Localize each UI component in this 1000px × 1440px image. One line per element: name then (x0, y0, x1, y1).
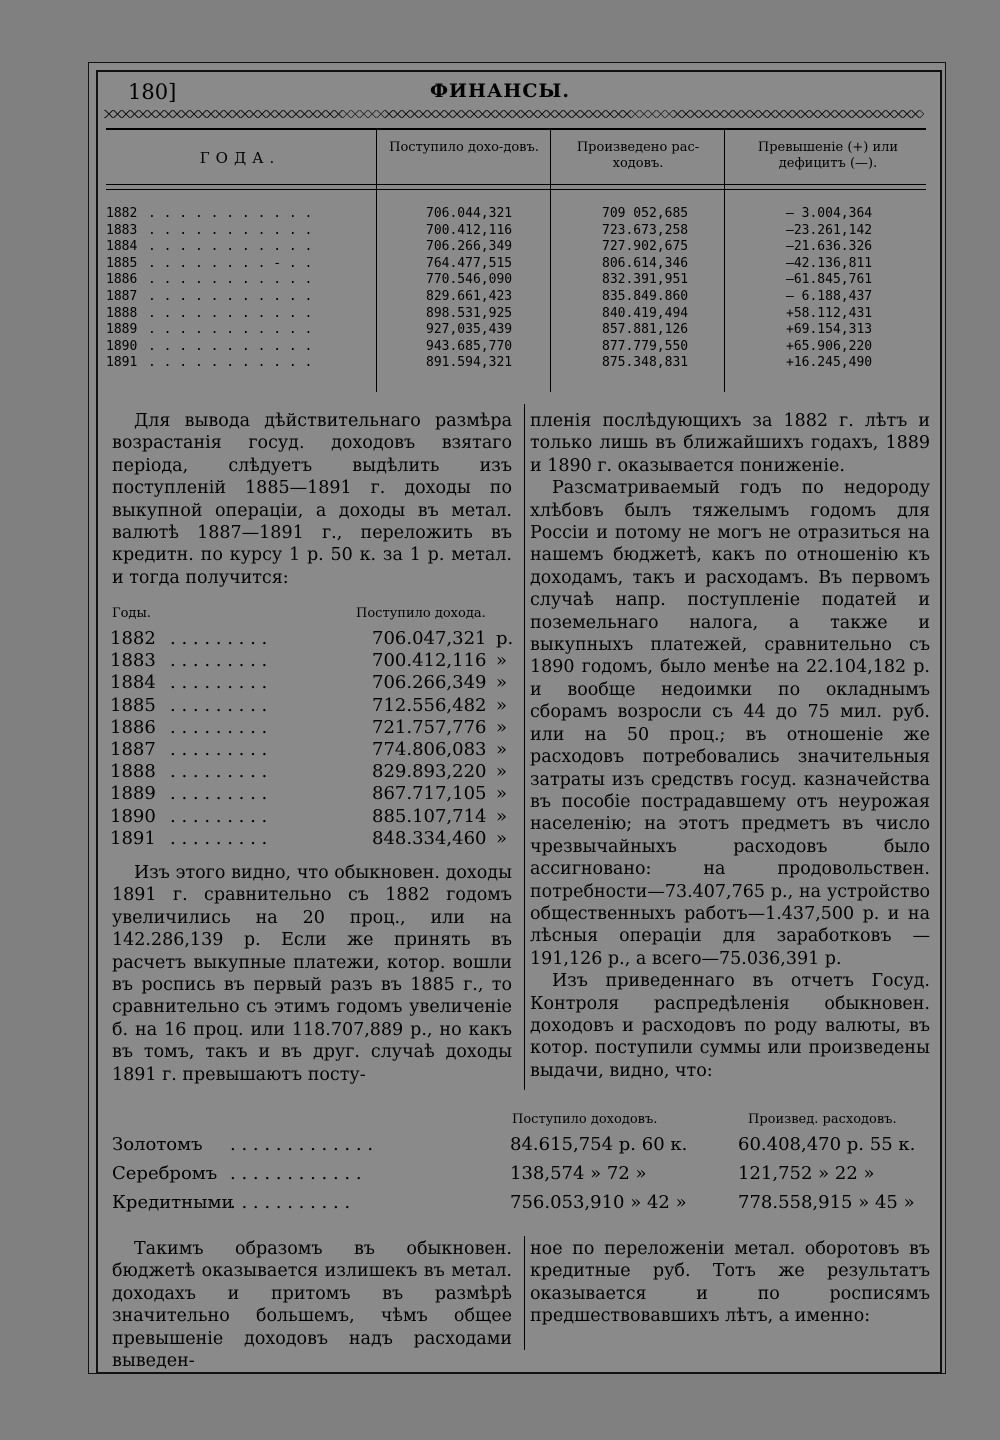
table-cell-year: 1885 (106, 255, 138, 271)
bottom-right-paragraph: ное по переложеніи метал. оборотовъ въ кредитные руб. Тотъ же результатъ оказывается и по росписямъ предшествовавшихъ лѣтъ, а именно: (530, 1239, 930, 1327)
left-column (112, 410, 512, 589)
table-cell-balance: —42.136,811 (786, 255, 873, 271)
list-year: 1886 (110, 716, 156, 738)
currency-row (112, 1163, 942, 1187)
currency-label: Кредитными (112, 1192, 234, 1213)
table-row (106, 289, 926, 305)
list-item (110, 761, 510, 783)
list-dots: . . . . . . . . . (170, 672, 268, 694)
column-divider (524, 404, 525, 1090)
table-row (106, 355, 926, 371)
bottom-column-divider (524, 1236, 525, 1350)
list-dots: . . . . . . . . . (170, 783, 268, 805)
list-value: 706.047,321 (372, 628, 487, 649)
table-row (106, 206, 926, 222)
list-dots: . . . . . . . . . (170, 694, 268, 716)
list-dots: . . . . . . . . . (170, 716, 268, 738)
table-header-expense: Произведено рас-ходовъ. (576, 140, 700, 171)
table-cell-expense: 723.673,258 (602, 222, 689, 238)
currency-label: Золотомъ (112, 1134, 203, 1155)
table-cell-dots: . . . . . . . . . . . (148, 305, 313, 321)
list-year: 1883 (110, 650, 156, 672)
list-unit: » (496, 805, 508, 827)
table-cell-balance: +16.245,490 (786, 355, 873, 371)
list-unit: » (496, 827, 508, 849)
years-header: Годы. (112, 606, 151, 621)
currency-expense: 121,752 » 22 » (738, 1163, 875, 1184)
list-item (110, 672, 510, 694)
currency-row (112, 1192, 942, 1216)
list-value: 712.556,482 (372, 694, 487, 716)
list-item (110, 628, 514, 650)
table-cell-dots: . . . . . . . . . . . (148, 289, 313, 304)
table-cell-income: 927,035,439 (426, 322, 513, 338)
table-header-balance: Превышеніе (+) или дефицитъ (—). (757, 140, 899, 171)
currency-income: 84.615,754 р. 60 к. (510, 1134, 688, 1155)
list-value: 829.893,220 (372, 761, 487, 783)
table-row (106, 339, 926, 355)
list-item (110, 717, 510, 739)
table-cell-dots: . . . . . . . . - . . (148, 255, 313, 271)
list-dots: . . . . . . . . . (170, 628, 268, 649)
right-column (530, 410, 930, 1082)
table-header-income: Поступило дохо-довъ. (389, 140, 539, 155)
list-unit: » (496, 739, 508, 760)
table-cell-dots: . . . . . . . . . . . (148, 239, 313, 255)
table-cell-year: 1883 (106, 222, 138, 238)
list-year: 1891 (110, 827, 156, 849)
table-cell-income: 891.594,321 (426, 355, 513, 371)
list-year: 1887 (110, 739, 156, 760)
list-unit: » (496, 761, 508, 783)
list-item (110, 783, 510, 805)
list-dots: . . . . . . . . . (170, 739, 268, 760)
list-year: 1890 (110, 805, 156, 827)
list-value: 867.717,105 (372, 783, 487, 805)
header-ornament-rule (104, 110, 924, 118)
list-dots: . . . . . . . . . (170, 827, 268, 849)
table-cell-dots: . . . . . . . . . . . (148, 206, 313, 221)
table-header-rule (106, 184, 926, 185)
list-item (110, 828, 510, 850)
table-row (106, 272, 926, 288)
currency-income: 138,574 » 72 » (510, 1163, 647, 1184)
table-cell-expense: 875.348,831 (602, 355, 689, 371)
right-paragraph-2: Разсматриваемый годъ по недороду хлѣбовъ былъ тяжелымъ годомъ для Россіи и потому не могъ не отразиться на нашемъ бюджетѣ, какъ по отношенію къ доходамъ, такъ и расходамъ. Въ первомъ случаѣ напр. поступленіе податей и поземельнаго налога, а также и выкупныхъ платежей, сравнительно съ 1890 годомъ, было менѣе на 22.104,182 р. и вообще недоимки по окладнымъ сборамъ возросли съ 44 до 75 мил. руб. или на 50 проц.; въ отношеніе же расходовъ потребовались значительныя затраты изъ средствъ госуд. казначейства въ пособіе пострадавшему отъ неурожая населенію; на этотъ предметъ въ число чрезвычайныхъ расходовъ было ассигновано: на продовольствен. потребности—73.407,765 р., на устройство общественныхъ работъ—1.437,500 р. и на лѣсныя операціи для заработковъ — 191,126 р., а всего—75.036,391 р. (530, 478, 930, 969)
table-cell-year: 1889 (106, 322, 138, 338)
table-cell-year: 1891 (106, 355, 138, 371)
table-cell-income: 829.661,423 (426, 289, 513, 304)
table-cell-expense: 877.779,550 (602, 338, 689, 354)
right-paragraph-3: Изъ приведеннаго въ отчетъ Госуд. Контроля распредѣленія обыкновен. доходовъ и расходовъ по роду валюты, въ котор. поступили суммы или произведены выдачи, видно, что: (530, 971, 930, 1081)
list-item (110, 650, 510, 672)
table-row (106, 239, 926, 255)
list-year: 1882 (110, 628, 156, 649)
currency-income: 756.053,910 » 42 » (510, 1192, 687, 1213)
list-value: 706.266,349 (372, 672, 487, 694)
table-cell-balance: —61.845,761 (786, 272, 873, 288)
list-unit: » (496, 672, 508, 694)
income-header: Поступило дохода. (356, 606, 486, 621)
left-paragraph-2: Изъ этого видно, что обыкновен. доходы 1891 г. сравнительно съ 1882 годомъ увеличились на 20 проц., или на 142.286,139 р. Если же принять въ расчетъ выкупные платежи, котор. вошли въ роспись въ первый разъ въ 1885 г., то сравнительно съ этимъ годомъ увеличеніе б. на 16 проц. или 118.707,889 р., но какъ въ томъ, такъ и въ друг. случаѣ доходы 1891 г. превышаютъ посту- (112, 863, 512, 1085)
list-item (110, 695, 510, 717)
table-header-rule-2 (106, 189, 926, 190)
list-value: 848.334,460 (372, 827, 487, 849)
table-cell-balance: +69.154,313 (786, 322, 873, 338)
list-item (110, 739, 510, 761)
table-cell-year: 1882 (106, 206, 138, 221)
table-row (106, 223, 926, 239)
table-cell-income: 943.685,770 (426, 338, 513, 354)
bottom-left-paragraph: Такимъ образомъ въ обыкновен. бюджетѣ оказывается излишекъ въ метал. доходахъ и притомъ въ размѣрѣ значительно большемъ, чѣмъ общее превышеніе доходовъ надъ расходами выведен- (112, 1239, 512, 1372)
table-cell-dots: . . . . . . . . . . . (148, 272, 313, 288)
bottom-right-column (530, 1238, 930, 1328)
table-cell-income: 770.546,090 (426, 272, 513, 288)
list-unit: » (496, 694, 508, 716)
list-value: 774.806,083 (372, 739, 487, 760)
list-unit: » (496, 650, 508, 672)
currency-income-header: Поступило доходовъ. (512, 1112, 658, 1127)
list-year: 1884 (110, 672, 156, 694)
right-paragraph-1: пленія послѣдующихъ за 1882 г. лѣтъ и только лишь въ ближайшихъ годахъ, 1889 и 1890 г. оказывается пониженіе. (530, 411, 930, 476)
table-cell-income: 898.531,925 (426, 305, 513, 321)
table-cell-dots: . . . . . . . . . . . (148, 322, 313, 338)
table-cell-balance: +58.112,431 (786, 305, 873, 321)
table-cell-balance: — 6.188,437 (786, 289, 873, 304)
table-row (106, 306, 926, 322)
table-cell-year: 1890 (106, 338, 138, 354)
page-title: ФИНАНСЫ. (430, 80, 570, 102)
currency-dots: . . . . . . . . . . . . (230, 1163, 362, 1184)
currency-row (112, 1134, 942, 1158)
table-cell-expense: 840.419,494 (602, 305, 689, 321)
list-unit: » (496, 716, 508, 738)
list-dots: . . . . . . . . . (170, 761, 268, 783)
table-row (106, 256, 926, 272)
table-cell-expense: 727.902,675 (602, 239, 689, 255)
list-value: 700.412,116 (372, 650, 487, 672)
currency-expense: 778.558,915 » 45 » (738, 1192, 915, 1213)
list-dots: . . . . . . . . . (170, 805, 268, 827)
currency-label: Серебромъ (112, 1163, 218, 1184)
table-cell-expense: 835.849.860 (602, 289, 689, 304)
list-unit: » (496, 783, 508, 805)
table-cell-balance: — 3.004,364 (786, 206, 873, 221)
table-cell-income: 706.044,321 (426, 206, 513, 221)
currency-expense-header: Произвед. расходовъ. (748, 1112, 897, 1127)
table-cell-dots: . . . . . . . . . . . (148, 355, 313, 371)
table-cell-expense: 832.391,951 (602, 272, 689, 288)
list-item (110, 806, 510, 828)
table-row (106, 322, 926, 338)
list-dots: . . . . . . . . . (170, 650, 268, 672)
table-cell-expense: 857.881,126 (602, 322, 689, 338)
table-cell-expense: 709 052,685 (602, 206, 689, 221)
table-cell-balance: —23.261,142 (786, 222, 873, 238)
table-cell-balance: +65.906,220 (786, 338, 873, 354)
list-value: 721.757,776 (372, 716, 487, 738)
currency-dots: . . . . . . . . . . . . . (230, 1134, 374, 1155)
table-cell-income: 700.412,116 (426, 222, 513, 238)
page-number: 180] (128, 80, 177, 104)
table-cell-year: 1888 (106, 305, 138, 321)
table-cell-year: 1886 (106, 272, 138, 288)
list-year: 1889 (110, 783, 156, 805)
table-top-rule (106, 128, 926, 130)
table-cell-year: 1887 (106, 289, 138, 304)
list-year: 1885 (110, 694, 156, 716)
list-year: 1888 (110, 761, 156, 783)
currency-dots: . . . . . . . . . . . (230, 1192, 351, 1213)
left-column-2 (112, 862, 512, 1086)
bottom-left-column (112, 1238, 512, 1372)
table-header-year: ГОДА. (199, 149, 281, 167)
table-cell-year: 1884 (106, 239, 138, 255)
list-value: 885.107,714 (372, 805, 487, 827)
list-unit: р. (496, 628, 514, 649)
table-cell-dots: . . . . . . . . . . . (148, 222, 313, 238)
table-cell-dots: . . . . . . . . . . . (148, 338, 313, 354)
table-cell-balance: —21.636.326 (786, 239, 873, 255)
table-cell-income: 706.266,349 (426, 239, 513, 255)
currency-expense: 60.408,470 р. 55 к. (738, 1134, 916, 1155)
table-cell-income: 764.477,515 (426, 255, 513, 271)
left-paragraph-1: Для вывода дѣйствительнаго размѣра возрастанія госуд. доходовъ взятаго періода, слѣдуетъ выдѣлить изъ поступленій 1885—1891 г. доходы по выкупной операціи, а доходы въ метал. валютѣ 1887—1891 г., переложить въ кредитн. по курсу 1 р. 50 к. за 1 р. метал. и тогда получится: (112, 411, 512, 588)
table-cell-expense: 806.614,346 (602, 255, 689, 271)
